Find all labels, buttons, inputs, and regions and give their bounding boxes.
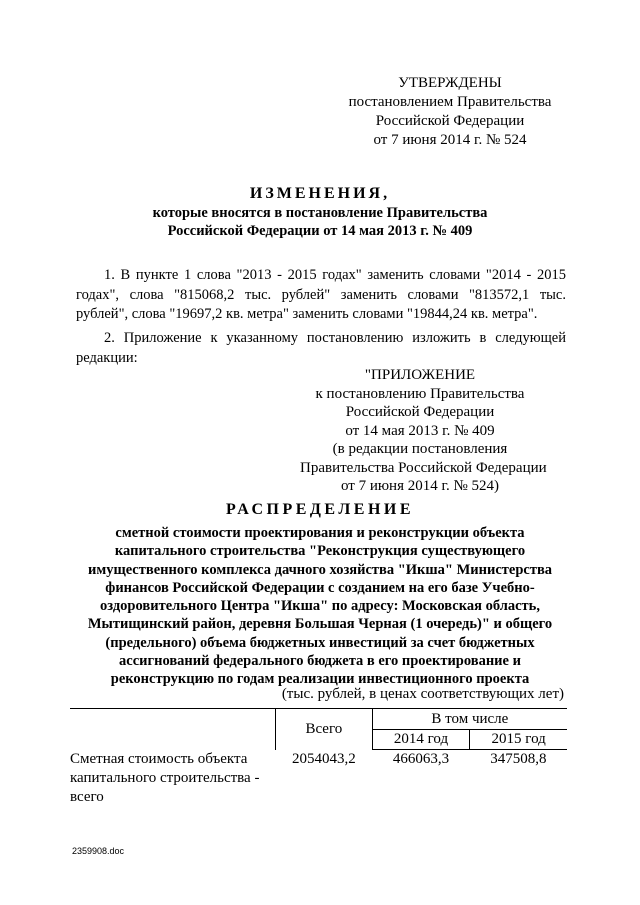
distribution-subtitle [70, 524, 570, 689]
paragraph-2: 2. Приложение к указанному постановлению изложить в следующей редакции: [76, 330, 566, 366]
changes-subtitle-line: Российской Федерации от 14 мая 2013 г. № 409 [167, 223, 473, 239]
approval-line: УТВЕРЖДЕНЫ [398, 75, 502, 91]
changes-title [60, 184, 580, 240]
appendix-line: "ПРИЛОЖЕНИЕ [364, 367, 476, 383]
distribution-line: капитального строительства "Реконструкция существующего [114, 543, 526, 560]
header-total: Всего [276, 709, 373, 750]
distribution-line: финансов Российской Федерации с созданием на его базе Учебно- [105, 579, 535, 596]
approval-line: постановлением Правительства [348, 94, 552, 110]
header-blank-cell [70, 709, 276, 750]
row-2015: 347508,8 [490, 751, 547, 767]
distribution-line: (предельного) объема бюджетных инвестиций за счет бюджетных [105, 634, 535, 651]
distribution-line: Мытищинский район, деревня Большая Черная (1 очередь)" и общего [87, 616, 553, 633]
header-year-2015: 2015 год [470, 730, 567, 750]
distribution-line: оздоровительного Центра "Икша" по адресу: Московская область, [100, 598, 540, 615]
appendix-line: Российской Федерации [345, 404, 495, 420]
approval-line: от 7 июня 2014 г. № 524 [373, 132, 527, 148]
row-name: Сметная стоимость объекта капитального строительства - всего [70, 750, 260, 805]
header-year-2014: 2014 год [372, 730, 470, 750]
units-note: (тыс. рублей, в ценах соответствующих лет) [281, 686, 564, 702]
changes-heading: ИЗМЕНЕНИЯ, [249, 185, 391, 202]
distribution-line: реконструкцию по годам реализации инвестиционного проекта [110, 671, 530, 688]
row-total: 2054043,2 [291, 750, 356, 767]
table-row [70, 750, 567, 807]
appendix-line: к постановлению Правительства [315, 385, 525, 402]
appendix-line: от 7 июня 2014 г. № 524) [340, 478, 500, 494]
paragraph-1: 1. В пункте 1 слова "2013 - 2015 годах" заменить словами "2014 - 2015 годах", слова "815068,2 тыс. рублей" заменить словами "813572,1 тыс. рублей", слова "19697,2 кв. метра" заменить словами "19844,24 кв. метра". [76, 267, 566, 322]
appendix-line: (в редакции постановления [332, 441, 508, 457]
approval-line: Российской Федерации [375, 113, 525, 129]
appendix-line: Правительства Российской Федерации [300, 459, 547, 476]
distribution-line: имущественного комплекса дачного хозяйства "Икша" Министерства [87, 561, 553, 578]
table-header-row [70, 709, 567, 730]
distribution-line: ассигнований федерального бюджета в его проектирование и [119, 653, 521, 670]
distribution-line: сметной стоимости проектирования и реконструкции объекта [115, 525, 525, 541]
distribution-title [70, 500, 570, 689]
appendix-block [300, 366, 547, 496]
changes-subtitle-line: которые вносятся в постановление Правительства [152, 205, 488, 221]
distribution-heading: РАСПРЕДЕЛЕНИЕ [225, 501, 415, 518]
row-2014: 466063,3 [392, 751, 450, 767]
header-including: В том числе [372, 709, 567, 730]
budget-table [70, 708, 567, 807]
document-id: 2359908.doc [72, 846, 125, 856]
appendix-line: от 14 мая 2013 г. № 409 [345, 422, 495, 439]
approval-block [330, 74, 570, 150]
